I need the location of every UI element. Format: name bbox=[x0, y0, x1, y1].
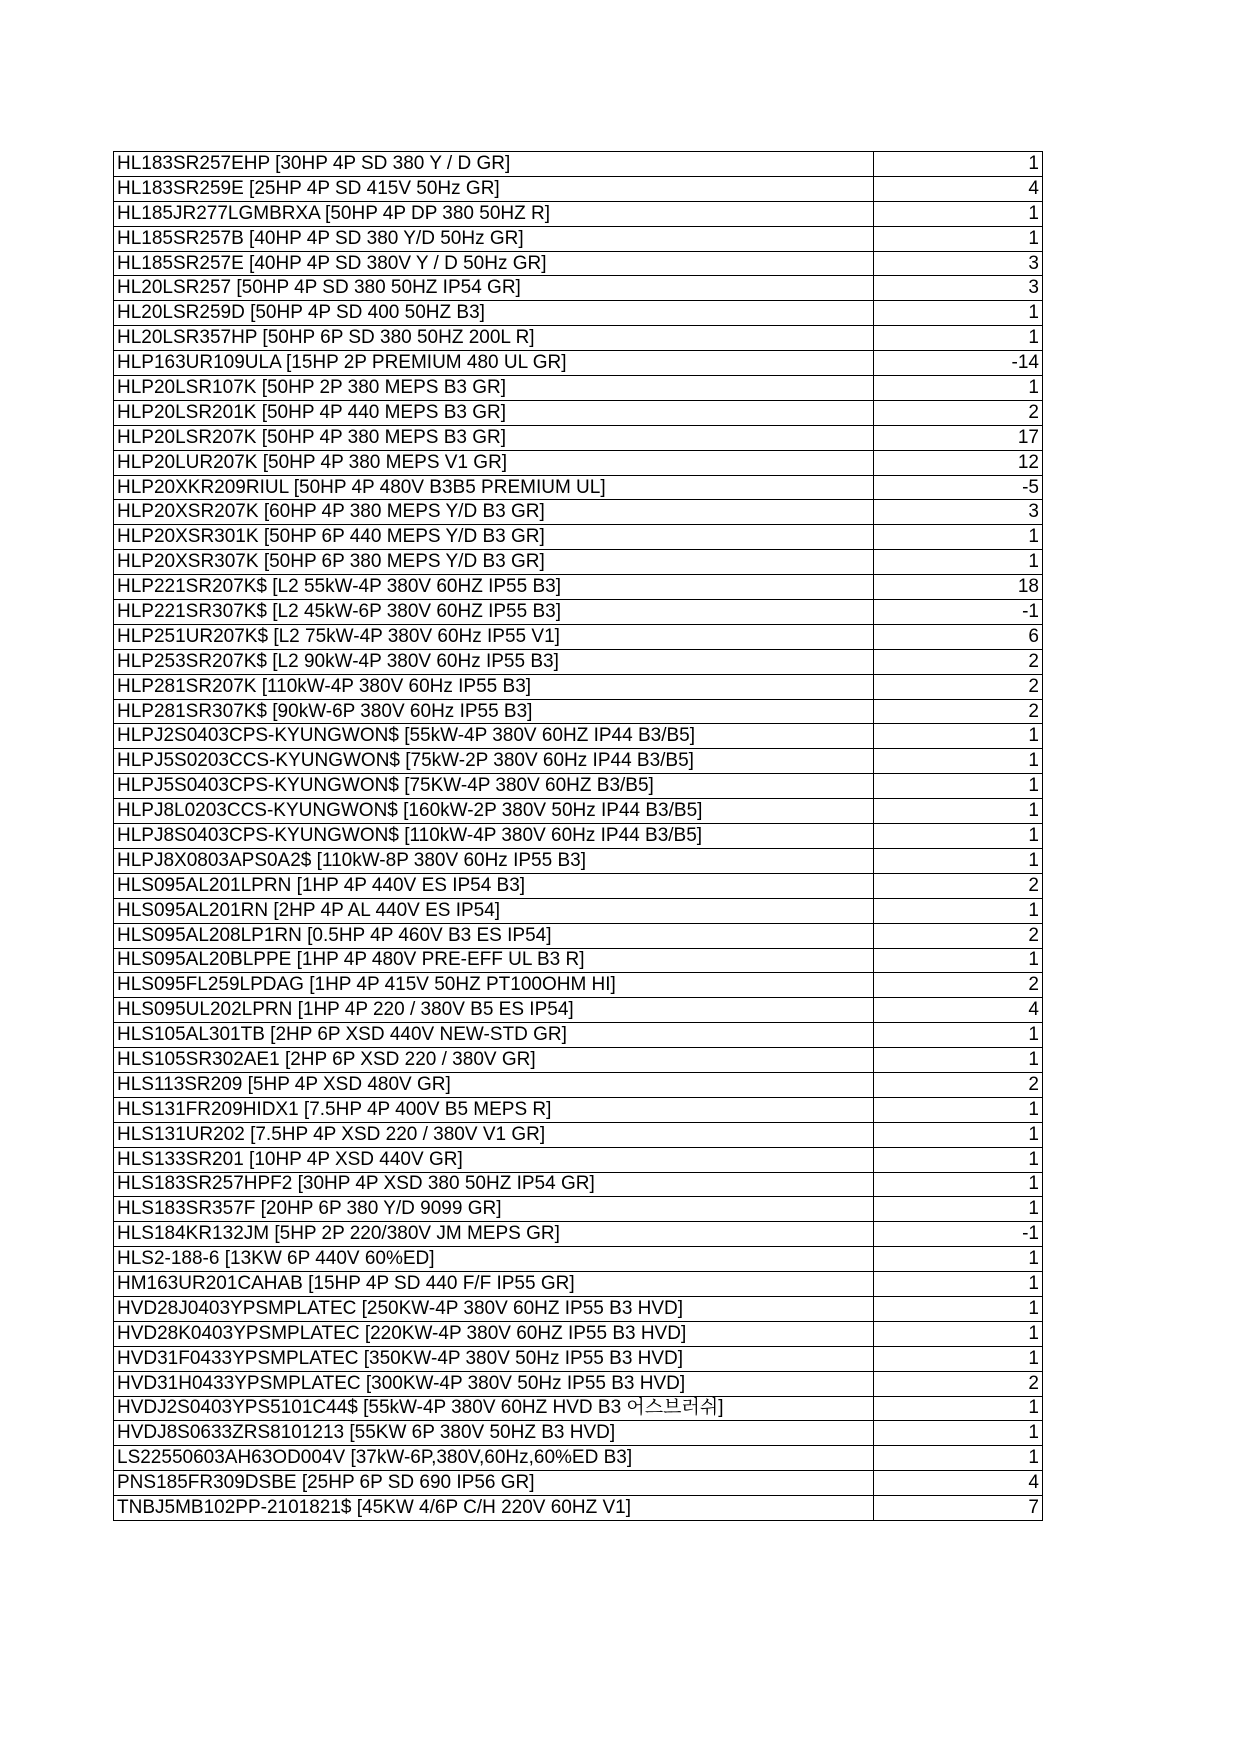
item-description-cell: HLPJ5S0403CPS-KYUNGWON$ [75KW-4P 380V 60HZ B3/B5] bbox=[114, 774, 874, 799]
item-description-cell: HLS105SR302AE1 [2HP 6P XSD 220 / 380V GR] bbox=[114, 1048, 874, 1073]
item-description-cell: HLS131FR209HIDX1 [7.5HP 4P 400V B5 MEPS R] bbox=[114, 1097, 874, 1122]
table-row bbox=[114, 176, 1043, 201]
table-row bbox=[114, 425, 1043, 450]
quantity-cell: 1 bbox=[874, 1097, 1043, 1122]
item-description-cell: HLS183SR257HPF2 [30HP 4P XSD 380 50HZ IP54 GR] bbox=[114, 1172, 874, 1197]
quantity-cell: 1 bbox=[874, 774, 1043, 799]
quantity-cell: 2 bbox=[874, 649, 1043, 674]
quantity-cell: 6 bbox=[874, 624, 1043, 649]
item-description-cell: HLP20XSR301K [50HP 6P 440 MEPS Y/D B3 GR] bbox=[114, 525, 874, 550]
table-row bbox=[114, 326, 1043, 351]
quantity-cell: 1 bbox=[874, 1296, 1043, 1321]
table-row bbox=[114, 1346, 1043, 1371]
item-description-cell: HVDJ2S0403YPS5101C44$ [55kW-4P 380V 60HZ HVD B3 어스브러쉬] bbox=[114, 1396, 874, 1421]
quantity-cell: 1 bbox=[874, 550, 1043, 575]
item-description-cell: PNS185FR309DSBE [25HP 6P SD 690 IP56 GR] bbox=[114, 1471, 874, 1496]
quantity-cell: 2 bbox=[874, 1072, 1043, 1097]
table-row bbox=[114, 400, 1043, 425]
item-description-cell: HL183SR259E [25HP 4P SD 415V 50Hz GR] bbox=[114, 176, 874, 201]
quantity-cell: 3 bbox=[874, 500, 1043, 525]
table-row bbox=[114, 724, 1043, 749]
quantity-cell: 1 bbox=[874, 1421, 1043, 1446]
item-description-cell: HLS131UR202 [7.5HP 4P XSD 220 / 380V V1 GR] bbox=[114, 1122, 874, 1147]
quantity-cell: 1 bbox=[874, 898, 1043, 923]
item-description-cell: HLS095FL259LPDAG [1HP 4P 415V 50HZ PT100OHM HI] bbox=[114, 973, 874, 998]
table-row bbox=[114, 848, 1043, 873]
table-row bbox=[114, 1023, 1043, 1048]
item-description-cell: HLS095AL20BLPPE [1HP 4P 480V PRE-EFF UL B3 R] bbox=[114, 948, 874, 973]
item-description-cell: TNBJ5MB102PP-2101821$ [45KW 4/6P C/H 220V 60HZ V1] bbox=[114, 1496, 874, 1521]
item-description-cell: HLP251UR207K$ [L2 75kW-4P 380V 60Hz IP55 V1] bbox=[114, 624, 874, 649]
table-row bbox=[114, 873, 1043, 898]
quantity-cell: 3 bbox=[874, 251, 1043, 276]
quantity-cell: 1 bbox=[874, 376, 1043, 401]
quantity-cell: 1 bbox=[874, 525, 1043, 550]
table-row bbox=[114, 276, 1043, 301]
quantity-cell: -1 bbox=[874, 600, 1043, 625]
table-row bbox=[114, 301, 1043, 326]
table-row bbox=[114, 575, 1043, 600]
item-description-cell: HLP221SR307K$ [L2 45kW-6P 380V 60HZ IP55 B3] bbox=[114, 600, 874, 625]
table-row bbox=[114, 1471, 1043, 1496]
table-row bbox=[114, 948, 1043, 973]
table-row bbox=[114, 898, 1043, 923]
item-description-cell: HLP20LSR201K [50HP 4P 440 MEPS B3 GR] bbox=[114, 400, 874, 425]
quantity-cell: 1 bbox=[874, 1172, 1043, 1197]
table-row bbox=[114, 1072, 1043, 1097]
table-row bbox=[114, 799, 1043, 824]
item-description-cell: HLP253SR207K$ [L2 90kW-4P 380V 60Hz IP55 B3] bbox=[114, 649, 874, 674]
table-row bbox=[114, 1048, 1043, 1073]
quantity-cell: 1 bbox=[874, 226, 1043, 251]
table-row bbox=[114, 376, 1043, 401]
quantity-cell: 1 bbox=[874, 1048, 1043, 1073]
quantity-cell: 2 bbox=[874, 873, 1043, 898]
table-row bbox=[114, 201, 1043, 226]
table-row bbox=[114, 923, 1043, 948]
table-row bbox=[114, 1122, 1043, 1147]
table-row bbox=[114, 152, 1043, 177]
item-description-cell: HLP163UR109ULA [15HP 2P PREMIUM 480 UL GR] bbox=[114, 351, 874, 376]
item-description-cell: HLPJ8L0203CCS-KYUNGWON$ [160kW-2P 380V 50Hz IP44 B3/B5] bbox=[114, 799, 874, 824]
quantity-cell: 2 bbox=[874, 1371, 1043, 1396]
quantity-cell: 1 bbox=[874, 749, 1043, 774]
table-row bbox=[114, 1396, 1043, 1421]
quantity-cell: 17 bbox=[874, 425, 1043, 450]
quantity-cell: -5 bbox=[874, 475, 1043, 500]
item-description-cell: HM163UR201CAHAB [15HP 4P SD 440 F/F IP55 GR] bbox=[114, 1272, 874, 1297]
item-description-cell: HVD31H0433YPSMPLATEC [300KW-4P 380V 50Hz IP55 B3 HVD] bbox=[114, 1371, 874, 1396]
table-row bbox=[114, 226, 1043, 251]
quantity-cell: 1 bbox=[874, 848, 1043, 873]
quantity-cell: 1 bbox=[874, 201, 1043, 226]
item-description-cell: HLPJ5S0203CCS-KYUNGWON$ [75kW-2P 380V 60Hz IP44 B3/B5] bbox=[114, 749, 874, 774]
quantity-cell: 1 bbox=[874, 1346, 1043, 1371]
item-description-cell: HLPJ8X0803APS0A2$ [110kW-8P 380V 60Hz IP55 B3] bbox=[114, 848, 874, 873]
quantity-cell: 1 bbox=[874, 948, 1043, 973]
item-description-cell: HL20LSR257 [50HP 4P SD 380 50HZ IP54 GR] bbox=[114, 276, 874, 301]
item-description-cell: HLS095AL201RN [2HP 4P AL 440V ES IP54] bbox=[114, 898, 874, 923]
item-description-cell: HLS095AL201LPRN [1HP 4P 440V ES IP54 B3] bbox=[114, 873, 874, 898]
quantity-cell: 3 bbox=[874, 276, 1043, 301]
item-description-cell: HVD28J0403YPSMPLATEC [250KW-4P 380V 60HZ IP55 B3 HVD] bbox=[114, 1296, 874, 1321]
item-description-cell: HLP20LUR207K [50HP 4P 380 MEPS V1 GR] bbox=[114, 450, 874, 475]
quantity-cell: 1 bbox=[874, 1122, 1043, 1147]
table-row bbox=[114, 475, 1043, 500]
quantity-cell: 2 bbox=[874, 923, 1043, 948]
item-description-cell: HLS095UL202LPRN [1HP 4P 220 / 380V B5 ES IP54] bbox=[114, 998, 874, 1023]
quantity-cell: 1 bbox=[874, 326, 1043, 351]
quantity-cell: 2 bbox=[874, 400, 1043, 425]
table-row bbox=[114, 1421, 1043, 1446]
item-description-cell: HVDJ8S0633ZRS8101213 [55KW 6P 380V 50HZ B3 HVD] bbox=[114, 1421, 874, 1446]
table-row bbox=[114, 774, 1043, 799]
quantity-cell: 4 bbox=[874, 998, 1043, 1023]
item-description-cell: HLP281SR307K$ [90kW-6P 380V 60Hz IP55 B3] bbox=[114, 699, 874, 724]
item-description-cell: HLS184KR132JM [5HP 2P 220/380V JM MEPS GR] bbox=[114, 1222, 874, 1247]
item-description-cell: HLS105AL301TB [2HP 6P XSD 440V NEW-STD GR] bbox=[114, 1023, 874, 1048]
item-description-cell: HLS2-188-6 [13KW 6P 440V 60%ED] bbox=[114, 1247, 874, 1272]
quantity-cell: 1 bbox=[874, 1197, 1043, 1222]
item-description-cell: LS22550603AH63OD004V [37kW-6P,380V,60Hz,60%ED B3] bbox=[114, 1446, 874, 1471]
table-row bbox=[114, 525, 1043, 550]
table-row bbox=[114, 251, 1043, 276]
table-row bbox=[114, 1222, 1043, 1247]
table-row bbox=[114, 500, 1043, 525]
table-row bbox=[114, 351, 1043, 376]
table-row bbox=[114, 450, 1043, 475]
table-row bbox=[114, 998, 1043, 1023]
quantity-cell: 1 bbox=[874, 301, 1043, 326]
quantity-cell: 1 bbox=[874, 1147, 1043, 1172]
item-description-cell: HLP20XKR209RIUL [50HP 4P 480V B3B5 PREMIUM UL] bbox=[114, 475, 874, 500]
quantity-cell: 18 bbox=[874, 575, 1043, 600]
item-description-cell: HLPJ2S0403CPS-KYUNGWON$ [55kW-4P 380V 60HZ IP44 B3/B5] bbox=[114, 724, 874, 749]
table-row bbox=[114, 674, 1043, 699]
table-row bbox=[114, 1272, 1043, 1297]
table-row bbox=[114, 1147, 1043, 1172]
quantity-cell: 1 bbox=[874, 824, 1043, 849]
table-row bbox=[114, 973, 1043, 998]
table-row bbox=[114, 1247, 1043, 1272]
item-description-cell: HLP20LSR207K [50HP 4P 380 MEPS B3 GR] bbox=[114, 425, 874, 450]
item-description-cell: HLP20LSR107K [50HP 2P 380 MEPS B3 GR] bbox=[114, 376, 874, 401]
table-row bbox=[114, 1197, 1043, 1222]
item-description-cell: HLP221SR207K$ [L2 55kW-4P 380V 60HZ IP55 B3] bbox=[114, 575, 874, 600]
item-description-cell: HLPJ8S0403CPS-KYUNGWON$ [110kW-4P 380V 60Hz IP44 B3/B5] bbox=[114, 824, 874, 849]
table-row bbox=[114, 1321, 1043, 1346]
table-row bbox=[114, 649, 1043, 674]
table-row bbox=[114, 1296, 1043, 1321]
item-description-cell: HLP20XSR307K [50HP 6P 380 MEPS Y/D B3 GR] bbox=[114, 550, 874, 575]
item-description-cell: HLP281SR207K [110kW-4P 380V 60Hz IP55 B3] bbox=[114, 674, 874, 699]
quantity-cell: 1 bbox=[874, 1446, 1043, 1471]
quantity-cell: 4 bbox=[874, 176, 1043, 201]
item-description-cell: HLP20XSR207K [60HP 4P 380 MEPS Y/D B3 GR] bbox=[114, 500, 874, 525]
quantity-cell: 1 bbox=[874, 1023, 1043, 1048]
quantity-cell: 2 bbox=[874, 973, 1043, 998]
table-row bbox=[114, 600, 1043, 625]
table-row bbox=[114, 1371, 1043, 1396]
quantity-cell: -1 bbox=[874, 1222, 1043, 1247]
quantity-cell: 1 bbox=[874, 152, 1043, 177]
item-description-cell: HLS183SR357F [20HP 6P 380 Y/D 9099 GR] bbox=[114, 1197, 874, 1222]
item-description-cell: HL185SR257B [40HP 4P SD 380 Y/D 50Hz GR] bbox=[114, 226, 874, 251]
quantity-cell: 4 bbox=[874, 1471, 1043, 1496]
quantity-cell: 1 bbox=[874, 1321, 1043, 1346]
quantity-cell: -14 bbox=[874, 351, 1043, 376]
table-row bbox=[114, 1496, 1043, 1521]
table-row bbox=[114, 1097, 1043, 1122]
item-description-cell: HL183SR257EHP [30HP 4P SD 380 Y / D GR] bbox=[114, 152, 874, 177]
quantity-cell: 1 bbox=[874, 724, 1043, 749]
table-row bbox=[114, 1446, 1043, 1471]
quantity-cell: 12 bbox=[874, 450, 1043, 475]
table-row bbox=[114, 550, 1043, 575]
item-description-cell: HL20LSR357HP [50HP 6P SD 380 50HZ 200L R] bbox=[114, 326, 874, 351]
table-row bbox=[114, 624, 1043, 649]
item-description-cell: HL20LSR259D [50HP 4P SD 400 50HZ B3] bbox=[114, 301, 874, 326]
table-row bbox=[114, 699, 1043, 724]
item-description-cell: HLS133SR201 [10HP 4P XSD 440V GR] bbox=[114, 1147, 874, 1172]
table-row bbox=[114, 824, 1043, 849]
table-row bbox=[114, 749, 1043, 774]
inventory-table bbox=[113, 151, 1043, 1521]
quantity-cell: 2 bbox=[874, 699, 1043, 724]
quantity-cell: 1 bbox=[874, 1396, 1043, 1421]
item-description-cell: HLS095AL208LP1RN [0.5HP 4P 460V B3 ES IP54] bbox=[114, 923, 874, 948]
quantity-cell: 1 bbox=[874, 799, 1043, 824]
inventory-table-body bbox=[114, 152, 1043, 1521]
quantity-cell: 1 bbox=[874, 1247, 1043, 1272]
quantity-cell: 7 bbox=[874, 1496, 1043, 1521]
item-description-cell: HLS113SR209 [5HP 4P XSD 480V GR] bbox=[114, 1072, 874, 1097]
quantity-cell: 2 bbox=[874, 674, 1043, 699]
item-description-cell: HVD28K0403YPSMPLATEC [220KW-4P 380V 60HZ IP55 B3 HVD] bbox=[114, 1321, 874, 1346]
item-description-cell: HL185JR277LGMBRXA [50HP 4P DP 380 50HZ R] bbox=[114, 201, 874, 226]
table-row bbox=[114, 1172, 1043, 1197]
quantity-cell: 1 bbox=[874, 1272, 1043, 1297]
item-description-cell: HL185SR257E [40HP 4P SD 380V Y / D 50Hz GR] bbox=[114, 251, 874, 276]
item-description-cell: HVD31F0433YPSMPLATEC [350KW-4P 380V 50Hz IP55 B3 HVD] bbox=[114, 1346, 874, 1371]
